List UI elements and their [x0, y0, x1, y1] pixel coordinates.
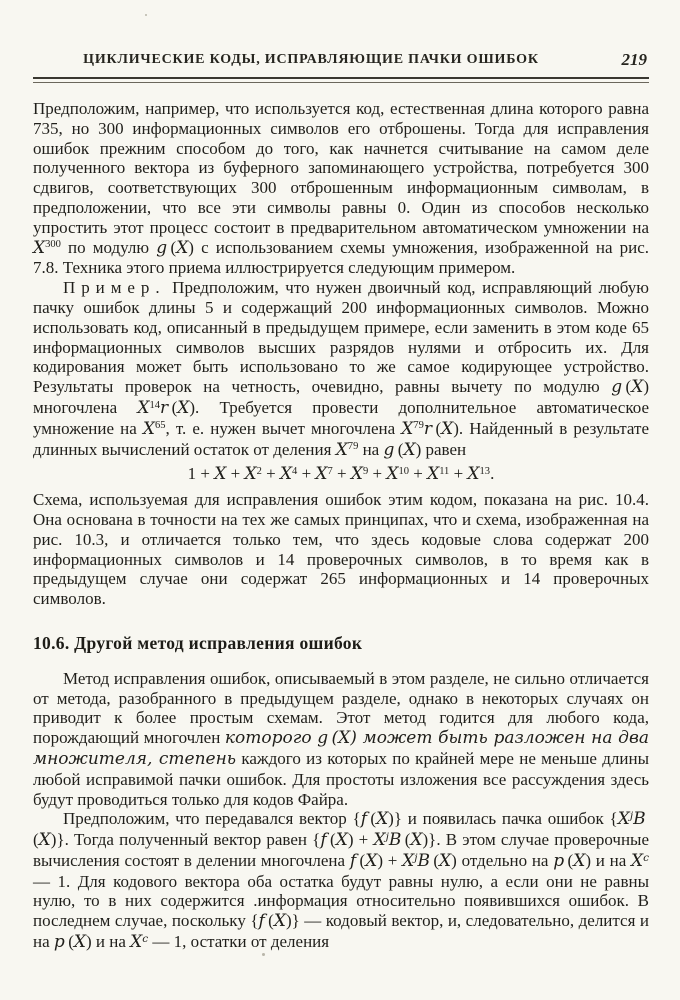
page-body [33, 99, 649, 953]
remainder-polynomial-formula: $1 + X + X^2 + X^4 + X^7 + X^9 + X^{10} + X^{11} + X^{13}$. [187, 464, 495, 485]
paragraph-method-intro: Метод исправления ошибок, описываемый в этом разделе, не сильно отличается от метода, разобранного в предыдущем разделе, однако в некоторых случаях он приводит к более простым схемам. Этот метод годится для любого кода, порождающий многочлен которого g (X) может быть разложен на два множителя, степень каждого из которых по крайней мере не меньше длины любой исправимой пачки ошибок. Для простоты изложения все рассуждения здесь будут проводиться только для кодов Файра. [33, 668, 649, 809]
running-header-title: ЦИКЛИЧЕСКИЕ КОДЫ, ИСПРАВЛЯЮЩИЕ ПАЧКИ ОШИБОК [83, 52, 539, 67]
paragraph-scheme: Схема, используемая для исправления ошибок этим кодом, показана на рис. 10.4. Она основана в точности на тех же самых принципах, что и схема, изображенная на рис. 10.3, и отличается только тем, что здесь кодовые слова содержат 200 информационных символов и 14 проверочных символов, в то время как в предыдущем случае они содержат 265 информационных и 14 проверочных символов. [33, 490, 649, 609]
section-heading: 10.6. Другой метод исправления ошибок [33, 632, 363, 653]
header-rule [33, 77, 649, 83]
paragraph-vector-transmission: Предположим, что передавался вектор {f (X)} и появилась пачка ошибок {$X^jB$ (X)}. Тогда полученный вектор равен {f $(X) + X^jB$ (X)}. В этом случае проверочные вычисления состоят в делении многочлена f $(X) + X^jB$ (X) отдельно на p (X) и на $X^c$ — 1. Для кодового вектора оба остатка будут равны нулю, а если они не равны нулю, то в них содержится .информация относительно появившихся ошибок. В последнем случае, поскольку {f (X)} — кодовый вектор, и, следовательно, делится и на p (X) и на $X^c$ — 1, остатки от деления [33, 809, 650, 953]
paragraph-example: Пример. Предположим, что нужен двоичный код, исправляющий любую пачку ошибок длины 5 и содержащий 200 информационных символов. Можно использовать код, описанный в предыдущем примере, если заменить в этом коде 65 информационных символов высших разрядов нулями и отбросить их. Для кодирования может быть использовано то же самое кодирующее устройство. Результаты проверок на четность, очевидно, равны вычету по модулю g (X) многочлена $X^{14}r$ (X). Требуется провести дополнительное автоматическое умножение на $X^{65}$, т. е. нужен вычет многочлена $X^{79}r$ (X). Найденный в результате длинных вычислений остаток от деления $X^{79}$ на g (X) равен [33, 278, 649, 460]
page-number: 219 [621, 50, 647, 69]
paragraph-shift-register: Предположим, например, что используется код, естественная длина которого равна 735, но 300 информационных символов его отброшены. Тогда для исправления ошибок прежним способом до того, как начнется считывание на самом деле полученного вектора из буферного запоминающего устройства, потребуется 300 сдвигов, соответствующих 300 отброшенным информационным символам, в предположении, что все эти символы равны 0. Один из способов несколько упростить этот процесс состоит в предварительном автоматическом умножении на $X^{300}$ по модулю g (X) с использованием схемы умножения, изображенной на рис. 7.8. Техника этого приема иллюстрируется следующим примером. [33, 99, 650, 278]
running-header [33, 52, 649, 72]
scan-speck [145, 14, 147, 16]
scan-speck [262, 953, 265, 956]
